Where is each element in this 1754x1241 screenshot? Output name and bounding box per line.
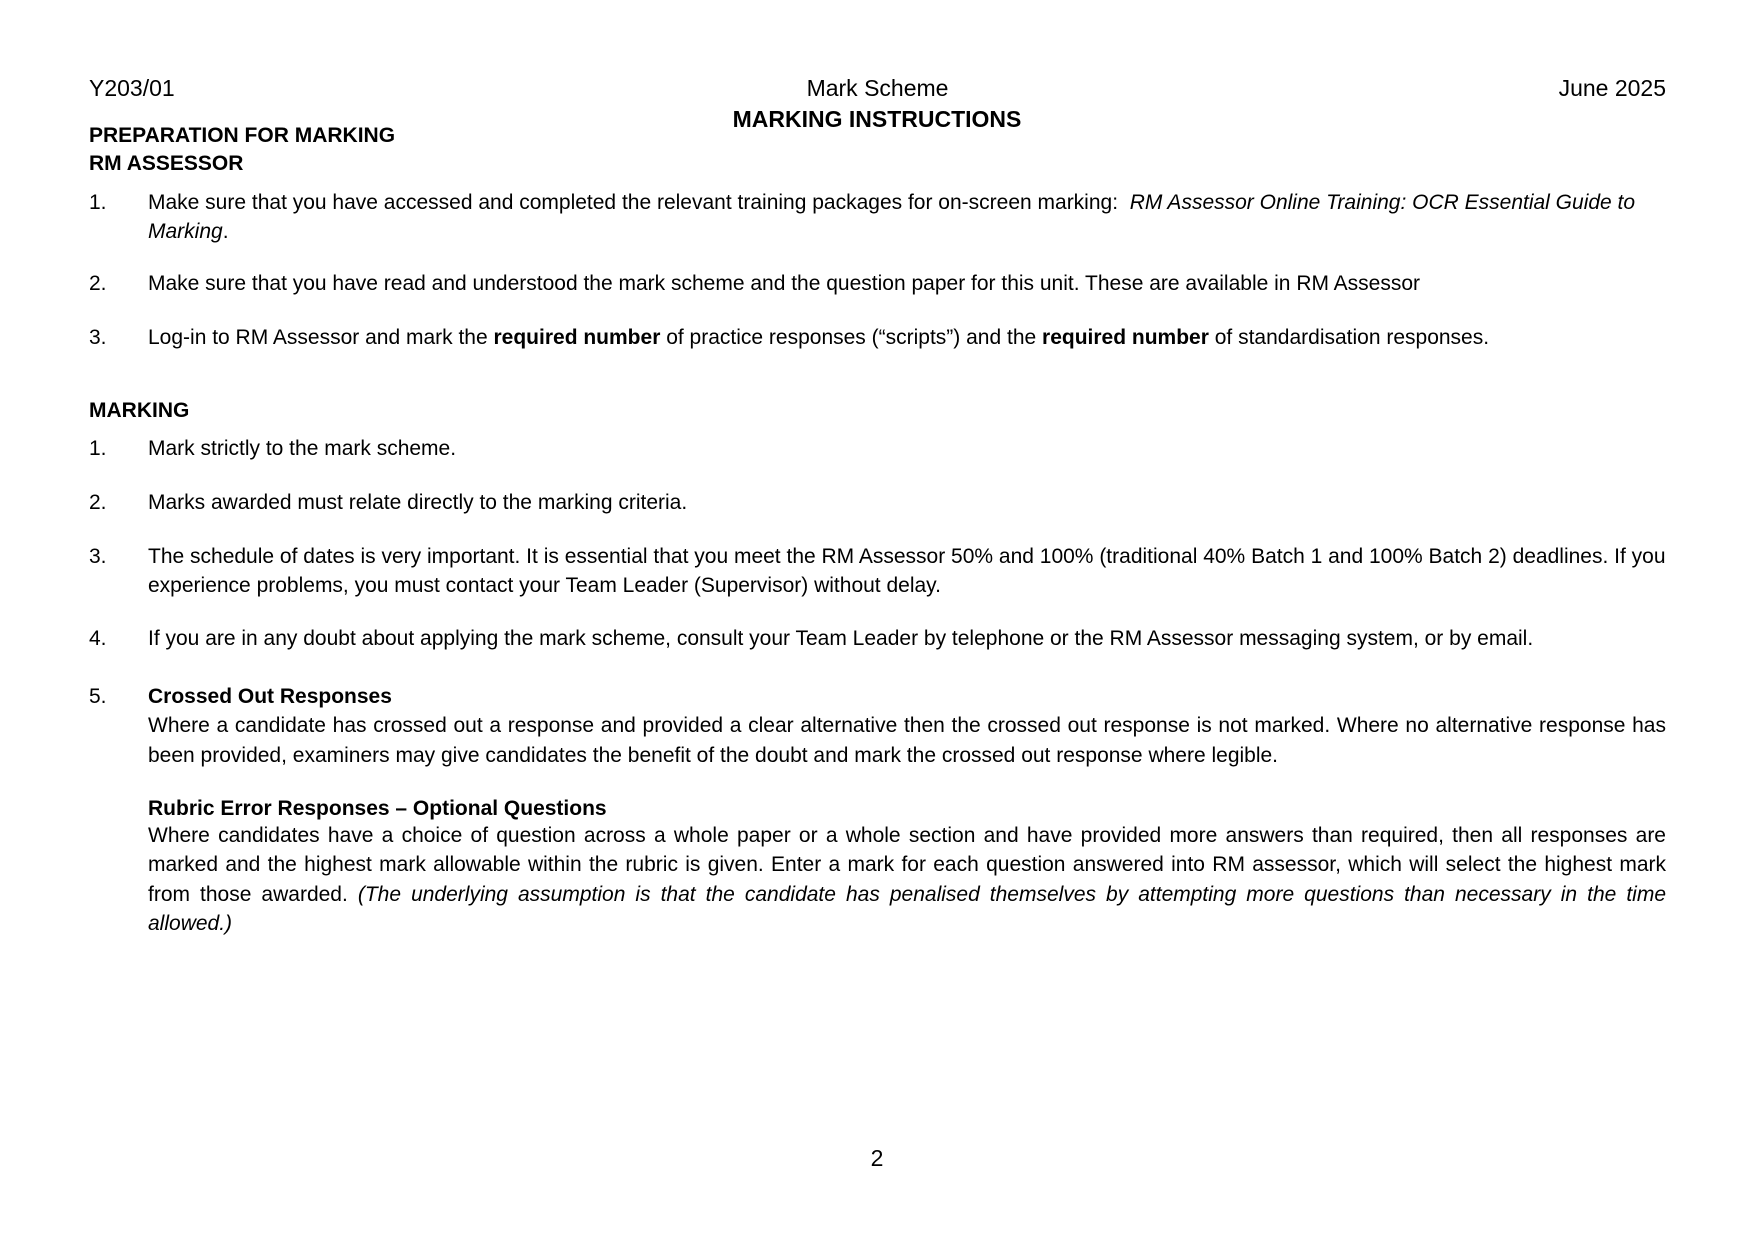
marking-item-3 <box>89 542 1666 601</box>
marking-heading: MARKING <box>89 399 190 422</box>
item-text: Make sure that you have accessed and completed the relevant training packages for on-screen marking: RM Assessor Online Training: OCR Essential Guide to Marking. <box>148 191 1636 244</box>
item-number: 4. <box>89 627 107 650</box>
preparation-item-2 <box>89 269 1666 298</box>
preparation-item-1 <box>89 188 1666 247</box>
page-number: 2 <box>870 1145 884 1171</box>
item-number: 2. <box>89 272 107 295</box>
marking-instructions-title: MARKING INSTRUCTIONS <box>732 106 1022 132</box>
item-number: 1. <box>89 191 107 214</box>
crossed-out-heading: Crossed Out Responses <box>148 685 392 708</box>
marking-item-1 <box>89 434 1666 463</box>
item-text: If you are in any doubt about applying the mark scheme, consult your Team Leader by telephone or the RM Assessor messaging system, or by email. <box>148 627 1534 650</box>
item-text: Marks awarded must relate directly to the marking criteria. <box>148 491 688 514</box>
marking-item-5 <box>89 682 1666 770</box>
paper-code: Y203/01 <box>89 75 175 101</box>
item-text: Log-in to RM Assessor and mark the required number of practice responses (“scripts”) and the required number of standardisation responses. <box>148 326 1490 349</box>
item-number: 2. <box>89 491 107 514</box>
rm-assessor-subheading: RM ASSESSOR <box>89 152 244 175</box>
item-text: Make sure that you have read and understood the mark scheme and the question paper for this unit. These are available in RM Assessor <box>148 272 1421 295</box>
exam-date: June 2025 <box>1558 75 1666 101</box>
training-title: RM Assessor Online Training: OCR Essential Guide to Marking <box>148 191 1636 244</box>
rubric-note: (The underlying assumption is that the candidate has penalised themselves by attempting more questions than necessary in the time allowed.) <box>148 882 1666 936</box>
preparation-heading: PREPARATION FOR MARKING <box>89 124 396 147</box>
item-text: Mark strictly to the mark scheme. <box>148 437 457 460</box>
preparation-item-3 <box>89 323 1666 352</box>
item-number: 5. <box>89 685 107 708</box>
item-text: The schedule of dates is very important. It is essential that you meet the RM Assessor 50% and 100% (traditional 40% Batch 1 and 100% Batch 2) deadlines. If you experience problems, you must contact your Team Leader (Supervisor) without delay. <box>148 545 1666 598</box>
rubric-error-text: Where candidates have a choice of question across a whole paper or a whole section and have provided more answers than required, then all responses are marked and the highest mark allowable within the rubric is given. Enter a mark for each question answered into RM assessor, which will select the highest mark from those awarded. (The underlying assumption is that the candidate has penalised themselves by attempting more questions than necessary in the time allowed.) <box>148 824 1666 936</box>
marking-item-4 <box>89 624 1666 653</box>
marking-item-2 <box>89 488 1666 517</box>
document-title: Mark Scheme <box>806 75 949 101</box>
item-number: 3. <box>89 326 107 349</box>
crossed-out-text: Where a candidate has crossed out a response and provided a clear alternative then the crossed out response is not marked. Where no alternative response has been provided, examiners may give candidates the benefit of the doubt and mark the crossed out response where legible. <box>148 714 1666 767</box>
page-header <box>89 72 1666 102</box>
item-number: 1. <box>89 437 107 460</box>
item-number: 3. <box>89 545 107 568</box>
rubric-error-heading: Rubric Error Responses – Optional Questions <box>148 797 607 820</box>
